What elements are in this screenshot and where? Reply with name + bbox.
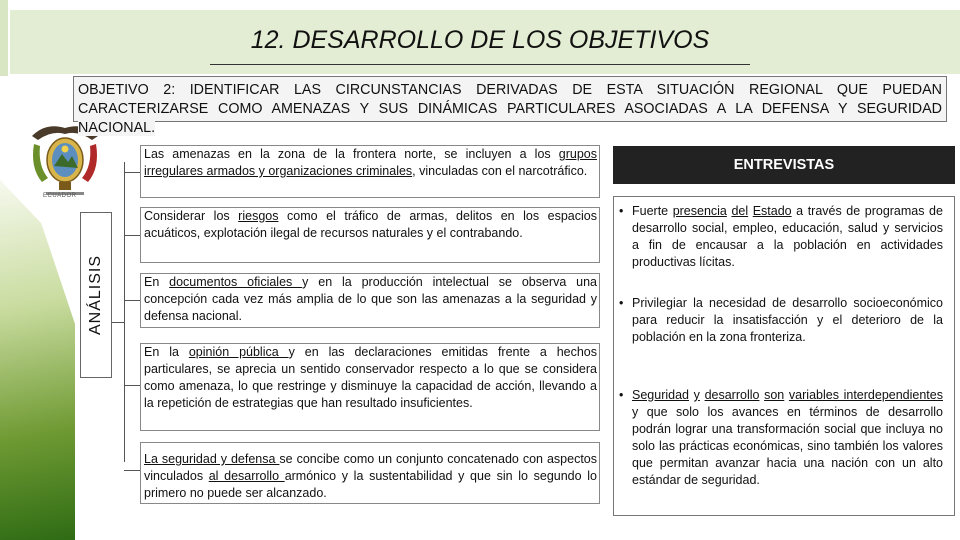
interview-underlined-text: Seguridad bbox=[632, 388, 689, 402]
interview-item bbox=[613, 203, 943, 271]
interview-text: y que solo los avances en términos de desarrollo podrán lograr una transformación social que incluya no solo las prácticas económicas, sino también los valores que permitan avanzar hacia una nación con un alto estándar de seguridad. bbox=[632, 405, 943, 487]
interview-underlined-text: del bbox=[731, 204, 749, 218]
title-underline bbox=[210, 64, 750, 65]
analysis-box-seguridad bbox=[140, 442, 600, 504]
objective-text: OBJETIVO 2: IDENTIFICAR LAS CIRCUNSTANCIAS DERIVADAS DE ESTA SITUACIÓN REGIONAL QUE PUEDAN CARACTERIZARSE COMO AMENAZAS Y SUS DINÁMICAS PARTICULARES ASOCIADAS A LA DEFENSA Y SEGURIDAD NACIONAL. bbox=[78, 82, 942, 136]
interview-underlined-text: y bbox=[693, 388, 700, 402]
analysis-text: Las amenazas en la zona de la frontera norte, se incluyen a los bbox=[144, 147, 559, 161]
analysis-text: y en la producción intelectual se observa una concepción cada vez más amplia de lo que son las amenazas a la seguridad y defensa nacional. bbox=[144, 275, 598, 323]
analysis-text: En la bbox=[144, 345, 189, 359]
interview-underlined-text: son bbox=[764, 388, 785, 402]
interview-text: a través de programas de desarrollo social, empleo, educación, salud y servicios a fin de encausar a la población en actividades productivas lícitas. bbox=[632, 204, 943, 269]
analysis-text: Considerar los bbox=[144, 209, 239, 223]
analysis-box-opinion bbox=[140, 343, 600, 431]
analysis-underlined-text: grupos irregulares armados y organizaciones criminales bbox=[144, 147, 597, 178]
analysis-text: armónico y la sustentabilidad y que sin lo segundo lo primero no puede ser alcanzado. bbox=[144, 469, 597, 500]
analysis-text: como el tráfico de armas, delitos en los espacios acuáticos, explotación ilegal de recursos naturales y el contrabando. bbox=[144, 209, 597, 240]
objective-box bbox=[73, 76, 947, 136]
interview-text: Privilegiar la necesidad de desarrollo socioeconómico para reducir la insatisfacción y el deterioro de la población en la zona fronteriza. bbox=[632, 296, 943, 344]
bullet-icon: • bbox=[619, 204, 624, 218]
analysis-underlined-text: documentos oficiales bbox=[169, 275, 303, 289]
analysis-underlined-text: opinión pública bbox=[188, 345, 289, 359]
bullet-icon: • bbox=[619, 388, 624, 402]
interview-text: Fuerte bbox=[632, 204, 673, 218]
interview-underlined-text: presencia bbox=[672, 204, 727, 218]
analysis-box-amenazas bbox=[140, 145, 600, 198]
analysis-underlined-text: La seguridad y defensa bbox=[144, 452, 280, 466]
analysis-text: y en las declaraciones emitidas frente a hechos particulares, se aprecia un sentido conservador respecto a lo que se considera como amenaza, lo que restringe y disminuye la capacidad de acción, llevando a la repetición de estrategias que han resultado insuficientes. bbox=[144, 345, 597, 410]
connector-stub bbox=[112, 322, 124, 323]
analysis-box-riesgos bbox=[140, 207, 600, 263]
interview-underlined-text: Estado bbox=[752, 204, 792, 218]
bullet-icon: • bbox=[619, 296, 624, 310]
interview-item bbox=[613, 387, 943, 489]
analysis-text: , vinculadas con el narcotráfico. bbox=[412, 164, 588, 178]
interview-underlined-text: desarrollo bbox=[704, 388, 760, 402]
analisis-label: ANÁLISIS bbox=[87, 254, 104, 336]
decorative-green-shape bbox=[0, 180, 75, 540]
analisis-label-box bbox=[80, 212, 112, 378]
connector-line bbox=[124, 162, 125, 462]
interview-item bbox=[613, 295, 943, 346]
interview-underlined-text: variables interdependientes bbox=[788, 388, 943, 402]
seal-caption: ECUADOR bbox=[43, 193, 77, 199]
analysis-box-documentos bbox=[140, 273, 600, 328]
entrevistas-header: ENTREVISTAS bbox=[613, 146, 955, 184]
analysis-underlined-text: riesgos bbox=[238, 209, 279, 223]
analysis-text: En bbox=[144, 275, 170, 289]
page-title: 12. DESARROLLO DE LOS OBJETIVOS bbox=[250, 26, 710, 54]
analysis-text: se concibe como un conjunto concatenado con aspectos vinculados bbox=[144, 452, 597, 483]
analysis-underlined-text: al desarrollo bbox=[208, 469, 285, 483]
